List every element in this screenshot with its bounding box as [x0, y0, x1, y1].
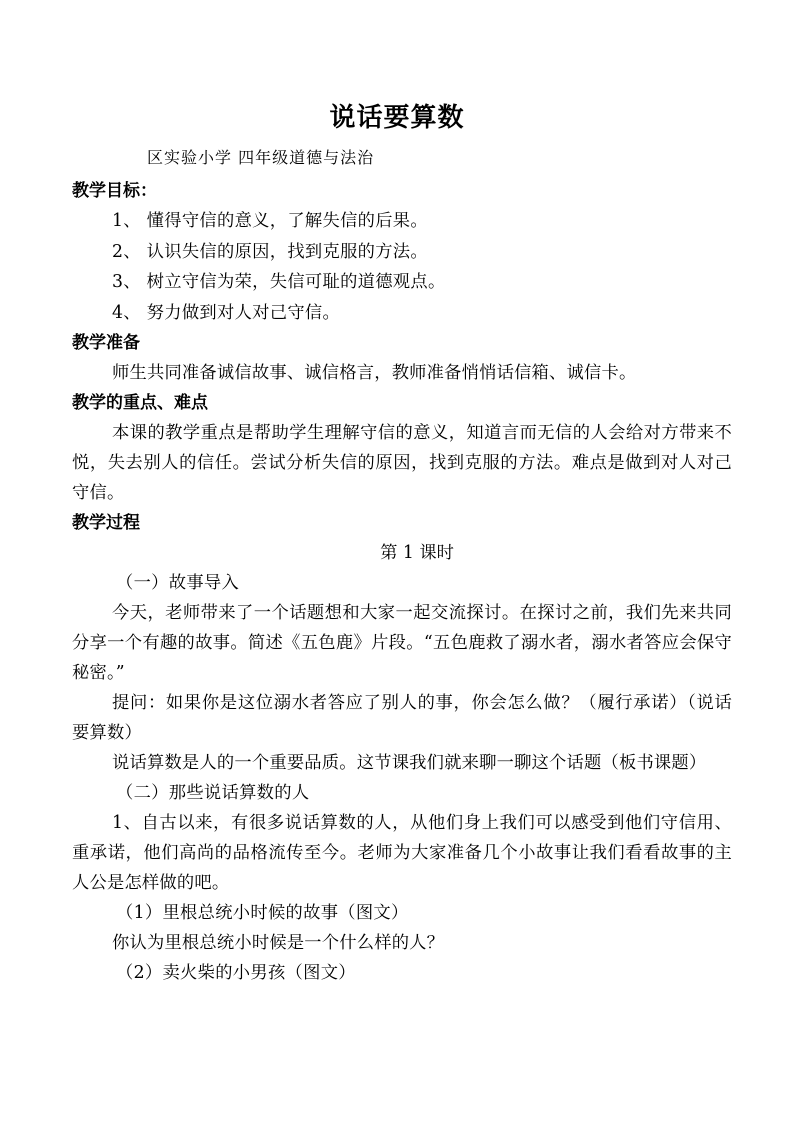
preparation-heading: 教学准备 [72, 333, 140, 353]
document-body [72, 176, 732, 988]
process-paragraph-3: 说话算数是人的一个重要品质。这节课我们就来聊一聊这个话题（板书课题） [112, 753, 707, 773]
story-2-title: （2）卖火柴的小男孩（图文） [116, 963, 356, 983]
section-1-title: （一）故事导入 [116, 573, 240, 593]
process-heading: 教学过程 [72, 513, 140, 533]
process-paragraph-1: 今天，老师带来了一个话题想和大家一起交流探讨。在探讨之前，我们先来共同分享一个有趣的故事。简述《五色鹿》片段。“五色鹿救了溺水者，溺水者答应会保守秘密。” [72, 603, 732, 683]
objective-item-1: 1、 懂得守信的意义，了解失信的后果。 [112, 211, 428, 231]
objective-item-4: 4、 努力做到对人对己守信。 [112, 302, 341, 323]
story-1-question: 你认为里根总统小时候是一个什么样的人？ [112, 933, 445, 953]
keypoints-heading: 教学的重点、难点 [72, 393, 208, 413]
objectives-heading: 教学目标： [72, 181, 157, 201]
document-title: 说话要算数 [329, 103, 465, 133]
story-1-title: （1）里根总统小时候的故事（图文） [116, 903, 409, 923]
document-subtitle: 区实验小学 四年级道德与法治 [147, 148, 375, 167]
lesson-label: 第 1 课时 [380, 543, 454, 563]
preparation-text: 师生共同准备诚信故事、诚信格言，教师准备悄悄话信箱、诚信卡。 [112, 363, 637, 383]
process-paragraph-2: 提问：如果你是这位溺水者答应了别人的事，你会怎么做？（履行承诺）（说话要算数） [72, 693, 732, 743]
objective-item-3: 3、 树立守信为荣，失信可耻的道德观点。 [112, 272, 446, 292]
section-2-title: （二）那些说话算数的人 [116, 783, 310, 803]
process-paragraph-4: 1、自古以来，有很多说话算数的人，从他们身上我们可以感受到他们守信用、重承诺，他们高尚的品格流传至今。老师为大家准备几个小故事让我们看看故事的主人公是怎样做的吧。 [72, 813, 732, 893]
keypoints-text: 本课的教学重点是帮助学生理解守信的意义，知道言而无信的人会给对方带来不悦，失去别人的信任。尝试分析失信的原因，找到克服的方法。难点是做到对人对己守信。 [72, 423, 732, 503]
objective-item-2: 2、 认识失信的原因，找到克服的方法。 [112, 241, 428, 262]
